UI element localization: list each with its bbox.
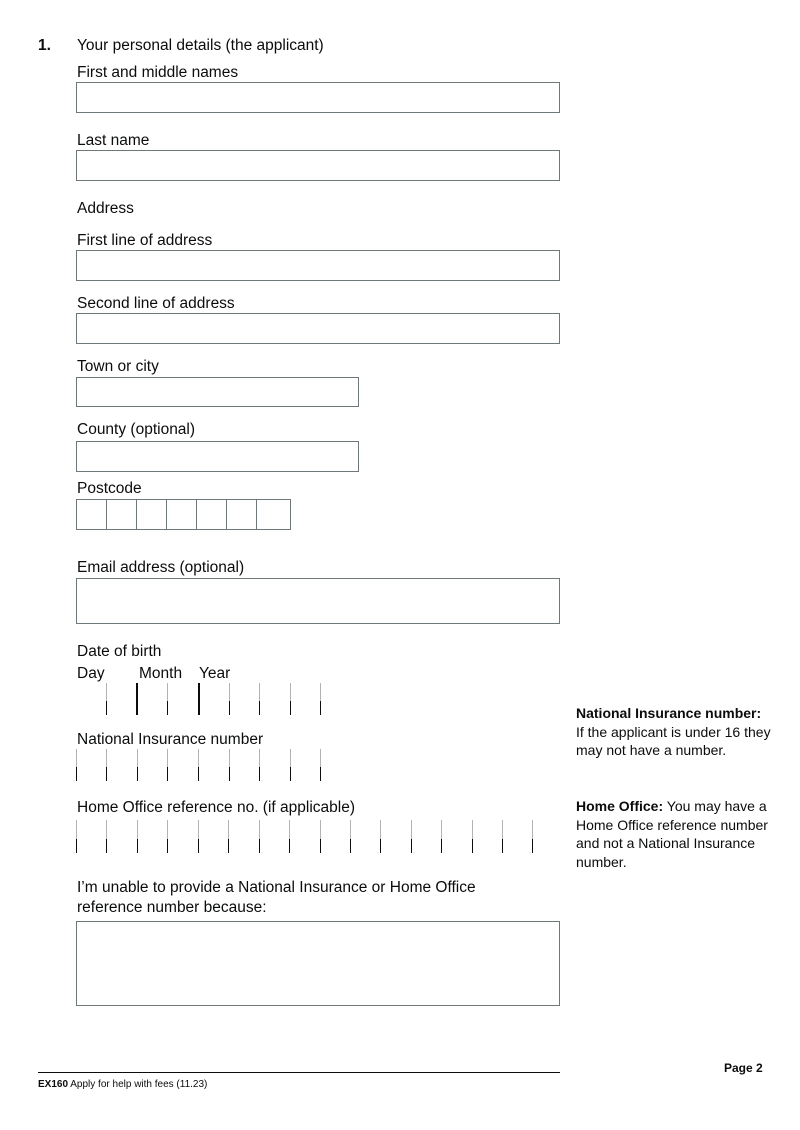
postcode-cell[interactable] [197, 500, 227, 529]
ni-cell-tick [290, 749, 291, 781]
ni-cell-tick [320, 749, 321, 781]
address-line1-label: First line of address [77, 232, 213, 249]
ho-cell-tick [472, 820, 473, 853]
dob-year-label: Year [199, 665, 231, 682]
first-names-input[interactable] [76, 82, 560, 113]
dob-cell-tick [229, 683, 230, 715]
unable-reason-textarea[interactable] [76, 921, 560, 1006]
postcode-label: Postcode [77, 480, 142, 497]
ni-input[interactable] [76, 749, 326, 781]
ni-cell-tick [76, 749, 77, 781]
ho-note-text: You may have a Home Office reference number and not a National Insurance number. [576, 798, 768, 870]
first-names-label: First and middle names [77, 64, 239, 81]
footer-rule [38, 1072, 560, 1073]
ni-note-bold: National Insurance number: [576, 705, 762, 721]
ho-cell-tick [167, 820, 168, 853]
page-number: Page 2 [724, 1061, 763, 1075]
home-office-note [576, 797, 771, 871]
ho-cell-tick [532, 820, 533, 853]
dob-input[interactable] [76, 683, 326, 715]
ni-cell-tick [106, 749, 107, 781]
email-label: Email address (optional) [77, 559, 245, 576]
ni-cell-tick [229, 749, 230, 781]
form-code: EX160 [38, 1079, 69, 1090]
unable-label-line1: I’m unable to provide a National Insurance or Home Office [77, 879, 476, 896]
dob-separator [136, 683, 138, 715]
postcode-cell[interactable] [257, 500, 287, 529]
postcode-cell[interactable] [77, 500, 107, 529]
dob-month-label: Month [139, 665, 183, 682]
address-line2-input[interactable] [76, 313, 560, 344]
unable-label-line2: reference number because: [77, 899, 267, 916]
ho-cell-tick [198, 820, 199, 853]
address-line2-label: Second line of address [77, 295, 235, 312]
ni-cell-tick [198, 749, 199, 781]
ho-cell-tick [350, 820, 351, 853]
home-office-input[interactable] [76, 820, 538, 853]
postcode-cell[interactable] [107, 500, 137, 529]
dob-cell-tick [320, 683, 321, 715]
county-label: County (optional) [77, 421, 196, 438]
email-input[interactable] [76, 578, 560, 624]
town-input[interactable] [76, 377, 359, 407]
ho-cell-tick [106, 820, 107, 853]
last-name-label: Last name [77, 132, 150, 149]
ho-cell-tick [76, 820, 77, 853]
ni-note-text: If the applicant is under 16 they may not have a number. [576, 723, 771, 758]
county-input[interactable] [76, 441, 359, 472]
dob-cell-tick [106, 683, 107, 715]
ni-label: National Insurance number [77, 731, 264, 748]
section-title: Your personal details (the applicant) [77, 37, 324, 54]
postcode-input[interactable] [76, 499, 291, 530]
dob-cell-tick [167, 683, 168, 715]
ni-cell-tick [167, 749, 168, 781]
form-title: Apply for help with fees (11.23) [70, 1079, 208, 1090]
dob-cell-tick [259, 683, 260, 715]
dob-day-label: Day [77, 665, 105, 682]
ho-cell-tick [228, 820, 229, 853]
footer-form-ref [38, 1079, 207, 1090]
ho-cell-tick [380, 820, 381, 853]
postcode-cell[interactable] [227, 500, 257, 529]
dob-cell-tick [290, 683, 291, 715]
ho-note-bold: Home Office: [576, 798, 664, 814]
address-line1-input[interactable] [76, 250, 560, 281]
ho-cell-tick [320, 820, 321, 853]
dob-label: Date of birth [77, 643, 162, 660]
ho-cell-tick [137, 820, 138, 853]
ni-cell-tick [259, 749, 260, 781]
ho-cell-tick [411, 820, 412, 853]
ni-note [576, 704, 771, 760]
section-number: 1. [38, 37, 51, 54]
last-name-input[interactable] [76, 150, 560, 181]
dob-separator [198, 683, 200, 715]
town-label: Town or city [77, 358, 159, 375]
ho-cell-tick [259, 820, 260, 853]
ho-cell-tick [441, 820, 442, 853]
ho-cell-tick [502, 820, 503, 853]
address-heading: Address [77, 200, 134, 217]
ni-cell-tick [137, 749, 138, 781]
home-office-label: Home Office reference no. (if applicable) [77, 799, 355, 816]
postcode-cell[interactable] [137, 500, 167, 529]
ho-cell-tick [289, 820, 290, 853]
postcode-cell[interactable] [167, 500, 197, 529]
